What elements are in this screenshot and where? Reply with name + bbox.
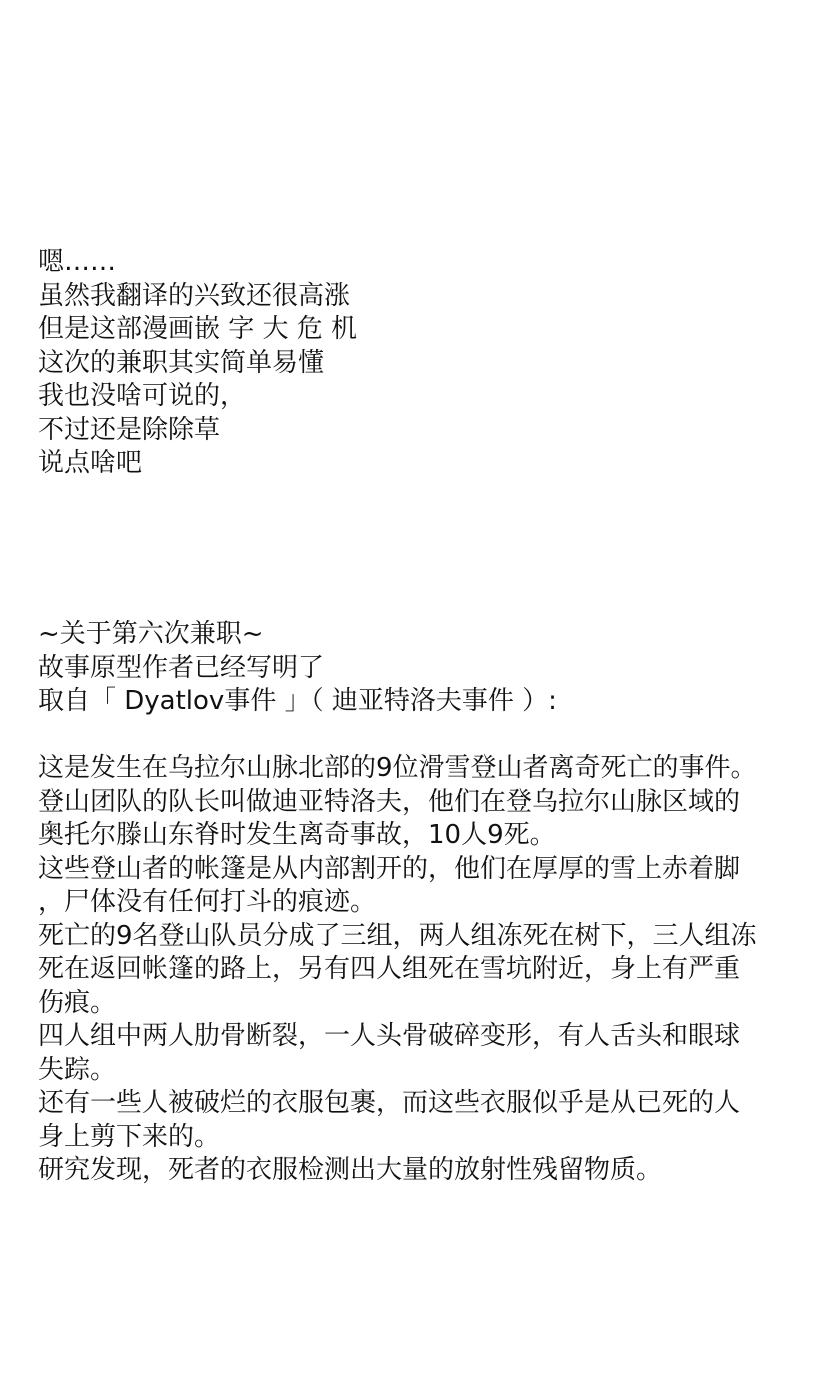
about-heading: ~关于第六次兼职~ [38,619,264,649]
story-line-6: 死亡的9名登山队员分成了三组，两人组冻死在树下，三人组冻 [38,920,757,951]
about-section [38,618,828,719]
story-line-3: 奥托尔滕山东脊时发生离奇事故，10人9死。 [38,820,556,850]
story-line-5: ，尸体没有任何打斗的痕迹。 [38,887,377,917]
intro-line-6: 不过还是除除草 [38,414,221,445]
about-line-2: 取自「 Dyatlov事件 」（ 迪亚特洛夫事件 ）: [38,686,557,716]
story-line-4: 这些登山者的帐篷是从内部割开的，他们在厚厚的雪上赤着脚 [38,853,741,884]
intro-line-4: 这次的兼职其实简单易懂 [38,347,325,378]
story-line-2: 登山团队的队长叫做迪亚特洛夫，他们在登乌拉尔山脉区域的 [38,786,741,817]
intro-line-1: 嗯…… [38,247,117,277]
story-line-13: 研究发现，死者的衣服检测出大量的放射性残留物质。 [38,1155,663,1185]
story-line-9: 四人组中两人肋骨断裂，一人头骨破碎变形，有人舌头和眼球 [38,1021,741,1051]
story-line-12: 身上剪下来的。 [38,1121,221,1152]
intro-line-3: 但是这部漫画嵌 字 大 危 机 [38,314,358,344]
story-line-8: 伤痕。 [38,987,117,1018]
intro-line-2: 虽然我翻译的兴致还很高涨 [38,280,351,311]
story-line-11: 还有一些人被破烂的衣服包裹，而这些衣服似乎是从已死的人 [38,1088,741,1118]
about-line-1: 故事原型作者已经写明了 [38,652,325,683]
intro-line-5: 我也没啥可说的， [38,381,247,411]
intro-line-7: 说点啥吧 [38,448,143,478]
story-line-7: 死在返回帐篷的路上，另有四人组死在雪坑附近，身上有严重 [38,954,741,984]
story-line-1: 这是发生在乌拉尔山脉北部的9位滑雪登山者离奇死亡的事件。 [38,753,757,783]
intro-note [38,246,828,481]
story-line-10: 失踪。 [38,1054,117,1085]
story-text [38,752,828,1188]
